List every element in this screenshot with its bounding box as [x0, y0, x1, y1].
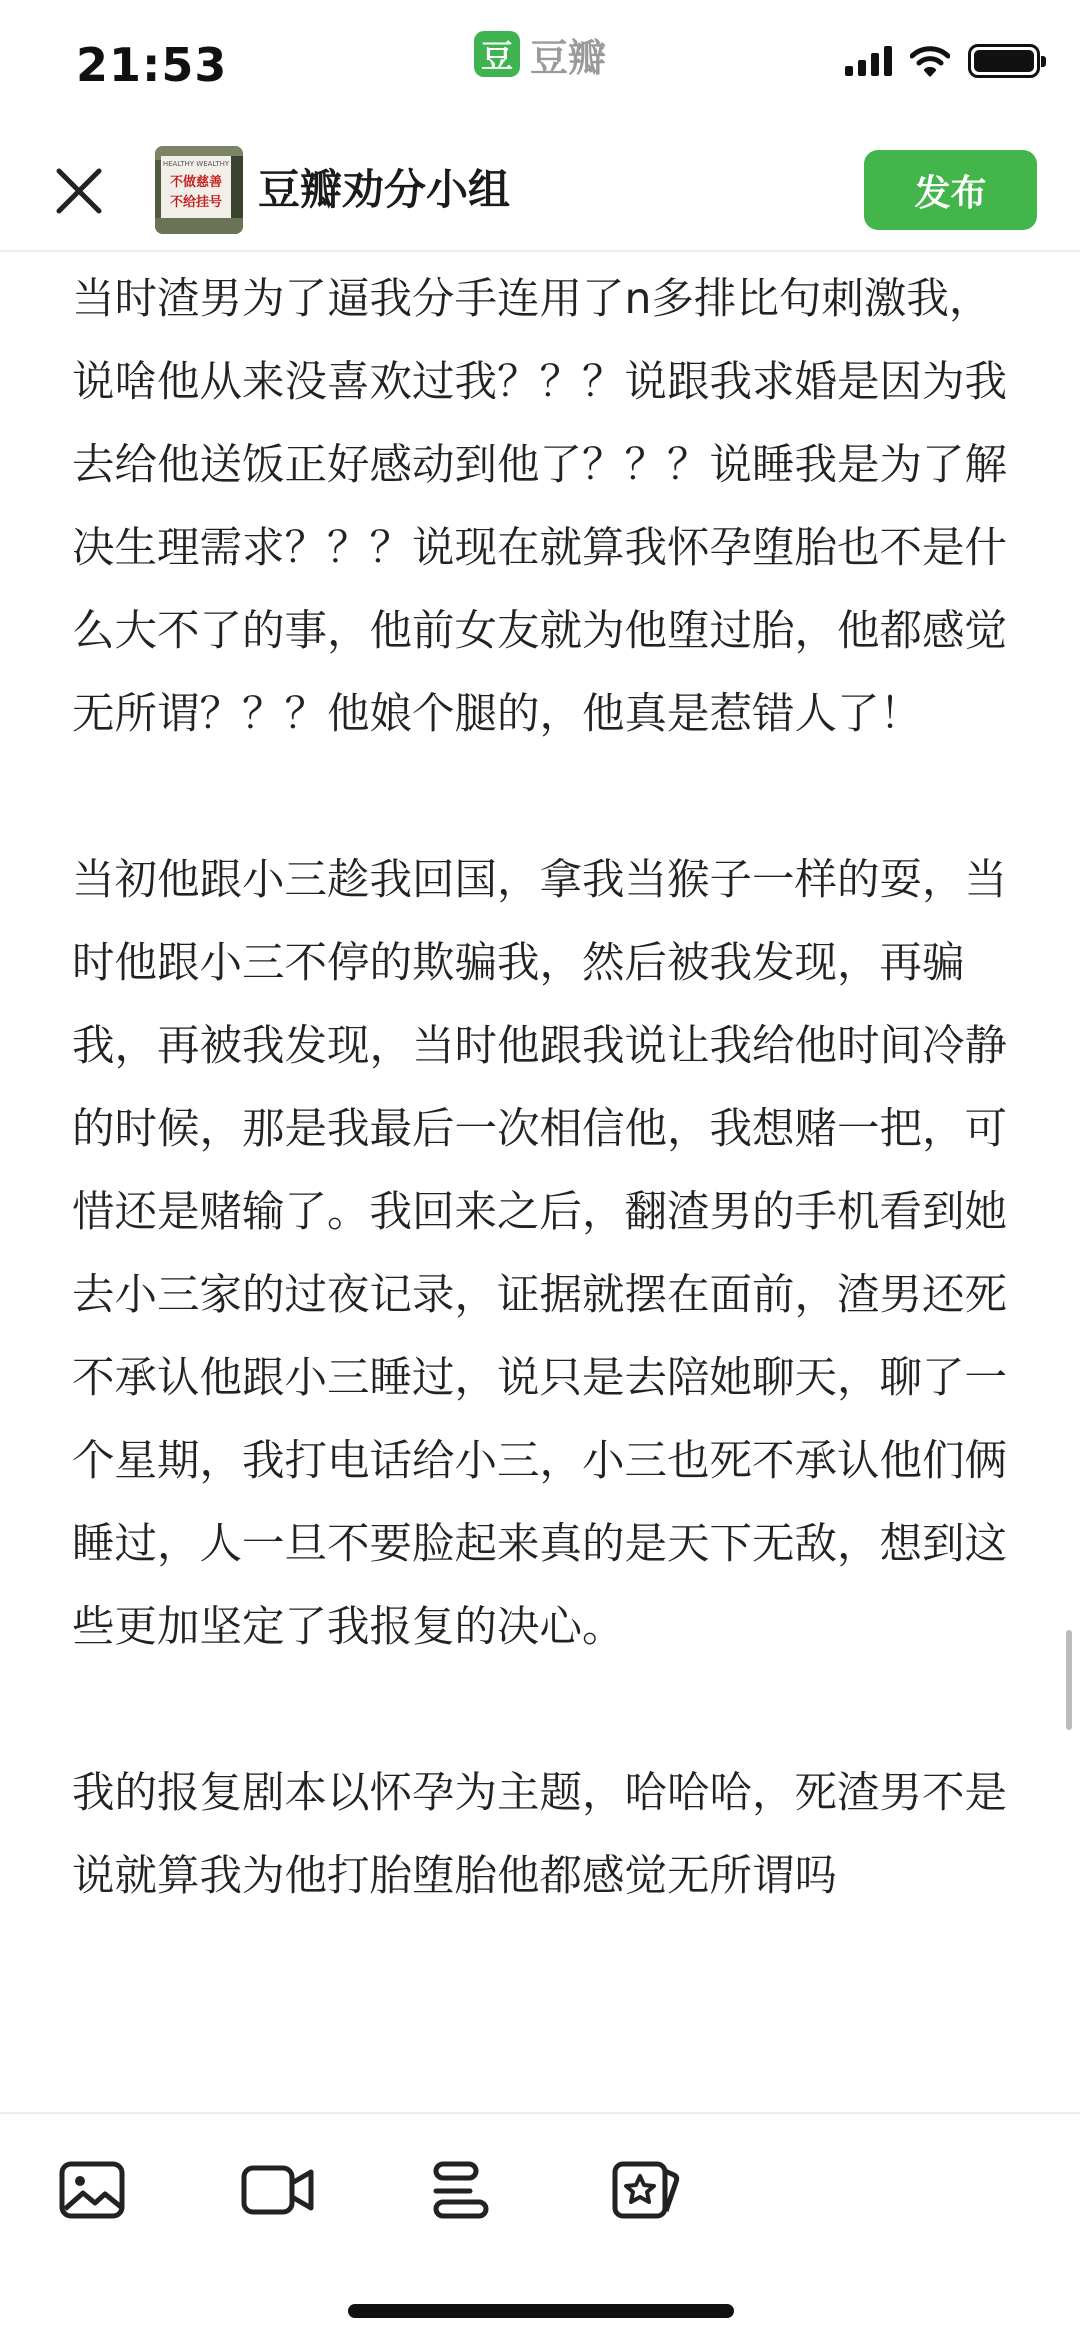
text-format-button[interactable] — [420, 2150, 500, 2230]
close-button[interactable] — [44, 156, 114, 226]
svg-text:HEALTHY WEALTHY: HEALTHY WEALTHY — [162, 160, 230, 168]
status-icons — [845, 44, 1040, 78]
sticker-icon — [612, 2159, 680, 2221]
status-bar — [0, 0, 1080, 130]
battery-icon — [968, 44, 1040, 78]
home-indicator[interactable] — [348, 2304, 734, 2318]
app-badge — [474, 30, 606, 78]
publish-button[interactable]: 发布 — [864, 150, 1037, 230]
editor-toolbar — [0, 2112, 1080, 2338]
insert-image-button[interactable] — [52, 2150, 132, 2230]
svg-text:不做慈善: 不做慈善 — [169, 175, 223, 190]
text-format-icon — [430, 2160, 490, 2220]
insert-video-button[interactable] — [238, 2150, 318, 2230]
scrollbar[interactable] — [1066, 1630, 1072, 1730]
image-icon — [59, 2161, 125, 2219]
group-name[interactable]: 豆瓣劝分小组 — [258, 165, 511, 214]
group-header — [0, 130, 1080, 252]
paragraph[interactable]: 我的报复剧本以怀孕为主题，哈哈哈，死渣男不是说就算我为他打胎堕胎他都感觉无所谓吗 — [72, 1769, 1008, 1901]
douban-logo-icon: 豆 — [474, 31, 520, 77]
wifi-icon — [910, 45, 950, 77]
post-editor-content[interactable] — [72, 258, 1012, 2110]
app-name: 豆瓣 — [530, 35, 607, 80]
paragraph[interactable]: 当初他跟小三趁我回国，拿我当猴子一样的耍，当时他跟小三不停的欺骗我，然后被我发现，再骗我，再被我发现，当时他跟我说让我给他时间冷静的时候，那是我最后一次相信他，我想赌一把，可惜还是赌输了。我回来之后，翻渣男的手机看到她去小三家的过夜记录，证据就摆在面前，渣男还死不承认他跟小三睡过，说只是去陪她聊天，聊了一个星期，我打电话给小三，小三也死不承认他们俩睡过，人一旦不要脸起来真的是天下无敌，想到这些更加坚定了我报复的决心。 — [72, 856, 1008, 1652]
signal-icon — [845, 46, 892, 76]
video-icon — [241, 2163, 315, 2217]
group-avatar-image — [155, 146, 243, 234]
group-avatar[interactable] — [155, 146, 243, 234]
sticker-button[interactable] — [606, 2150, 686, 2230]
close-icon — [54, 166, 104, 216]
svg-text:不给挂号: 不给挂号 — [169, 195, 223, 210]
status-time: 21:53 — [76, 38, 228, 92]
paragraph[interactable]: 当时渣男为了逼我分手连用了n多排比句刺激我，说啥他从来没喜欢过我？？？说跟我求婚是因为我去给他送饭正好感动到他了？？？说睡我是为了解决生理需求？？？说现在就算我怀孕堕胎也不是什么大不了的事，他前女友就为他堕过胎，他都感觉无所谓？？？他娘个腿的，他真是惹错人了！ — [72, 275, 1008, 739]
